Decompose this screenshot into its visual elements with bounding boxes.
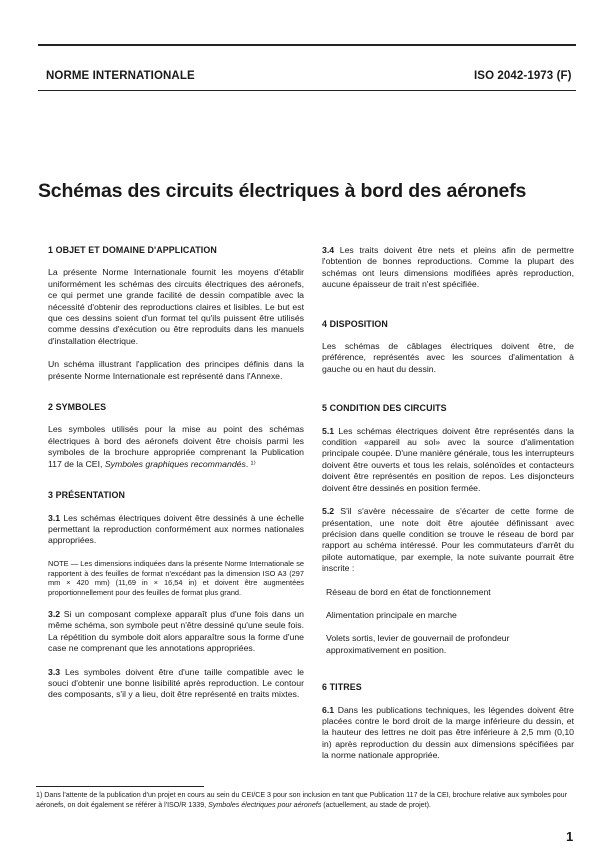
clause-3-1-text: Les schémas électriques doivent être dessinés à une échelle permettant la reproduction conformément aux normes nationales appropriées. — [48, 512, 304, 546]
clause-5-2-example-line-2: Alimentation principale en marche — [326, 609, 457, 620]
page-number: 1 — [566, 829, 574, 844]
clause-3-4-number: 3.4 — [322, 245, 335, 255]
section-1-heading: 1 OBJET ET DOMAINE D'APPLICATION — [48, 245, 217, 255]
left-column — [48, 245, 304, 713]
section-4-heading: 4 DISPOSITION — [322, 318, 388, 329]
clause-6-1-number: 6.1 — [322, 704, 335, 715]
clause-3-1-number: 3.1 — [48, 512, 61, 523]
clause-3-4 — [322, 245, 574, 291]
footnote — [36, 791, 576, 810]
clause-5-1-number: 5.1 — [322, 425, 335, 436]
section-5-heading: 5 CONDITION DES CIRCUITS — [322, 403, 447, 414]
clause-5-1 — [322, 426, 574, 494]
section-1-paragraph-2: Un schéma illustrant l'application des principes définis dans la présente Norme Internationale est représenté dans l'Annexe. — [48, 359, 304, 381]
clause-3-3-text: Les symboles doivent être d'une taille compatible avec le souci d'obtenir une bonne lisibilité après reproduction. Le contour des composants, s'il y a lieu, doit être représenté en traits mixtes. — [48, 666, 304, 700]
clause-3-2-number: 3.2 — [48, 608, 61, 619]
clause-3-3 — [48, 667, 304, 701]
section-2-paragraph — [48, 424, 304, 470]
footnote-text-end: (actuellement, au stade de projet). — [321, 800, 431, 809]
clause-5-2 — [322, 506, 574, 574]
footnote-text: 1) Dans l'attente de la publication d'un projet en cours au sein du CEI/CE 3 pour son inclusion en tant que Publication 117 de la CEI, brochure relative aux symboles pour aéronefs, on doit également se référer à l'ISO/R 1339, — [36, 791, 567, 809]
section-2-heading: 2 SYMBOLES — [48, 402, 107, 413]
clause-3-2-text: Si un composant complexe apparaît plus d'une fois dans un même schéma, son symbole peut n'être dessiné qu'une seule fois. La répétition du symbole doit alors apparaître sous la forme d'une case ne comprenant que les annotations appropriées. — [48, 608, 304, 654]
clause-5-2-example-line-1: Réseau de bord en état de fonctionnement — [326, 586, 491, 597]
section-1-paragraph-1: La présente Norme Internationale fournit les moyens d'établir uniformément les schémas des circuits électriques des aéronefs, ce qui permet une grande facilité de dessin compatible avec la nécessité d'obtenir des reproductions claires et lisibles. Le but est que ces dessins soient d'un format tel qu'ils puissent être utilisés comme dessins d'exécution ou être reproduits dans les manuels d'installation électrique. — [48, 267, 304, 346]
document-title: Schémas des circuits électriques à bord des aéronefs — [38, 180, 527, 202]
clause-3-4-text: Les traits doivent être nets et pleins afin de permettre l'obtention de bonnes reproductions. Comme la plupart des schémas ont leurs dimensions modifiées après reproduction, aucune épaisseur de trait n'est spécifiée. — [322, 245, 574, 290]
footnote-separator — [36, 786, 204, 787]
clause-5-2-number: 5.2 — [322, 506, 335, 517]
clause-3-2 — [48, 609, 304, 655]
standard-number-label: ISO 2042-1973 (F) — [474, 70, 572, 82]
section-2-footnote-ref: . ¹⁾ — [245, 458, 256, 469]
clause-3-1 — [48, 513, 304, 547]
clause-3-3-number: 3.3 — [48, 666, 61, 677]
section-4-paragraph: Les schémas de câblages électriques doivent être, de préférence, représentés avec les sources d'alimentation à gauche ou en haut du dessin. — [322, 341, 574, 374]
standard-type-label: NORME INTERNATIONALE — [46, 70, 195, 82]
clause-5-2-text: S'il s'avère nécessaire de s'écarter de cette forme de présentation, une note doit être ajoutée définissant avec précision dans quelle condition se trouve le réseau de bord par rapport au schéma intéressé. Pour les commutateurs d'arrêt du pilote automatique, par exemple, la note suivante pourrait être inscrite : — [322, 506, 574, 574]
clause-6-1 — [322, 705, 574, 762]
section-2-text: Les symboles utilisés pour la mise au point des schémas électriques à bord des aéronefs doivent être choisis parmi les symboles de la brochure appropriée comprenant la Publication 117 de la CEI, — [48, 424, 304, 469]
header-top-rule — [38, 44, 576, 46]
right-column — [322, 245, 574, 774]
clause-3-1-note: NOTE — Les dimensions indiquées dans la présente Norme Internationale se rapportent à des feuilles de format n'excédant pas la dimension ISO A3 (297 mm × 420 mm) (11,69 in × 16,54 in) et doivent être augmentées proportionnellement pour des feuilles de format plus grand. — [48, 558, 304, 598]
section-6-heading: 6 TITRES — [322, 682, 362, 693]
footnote-referenced-title: Symboles électriques pour aéronefs — [208, 800, 322, 809]
clause-6-1-text: Dans les publications techniques, les légendes doivent être placées contre le bord droit de la marge inférieure du dessin, et la hauteur des lettres ne doit pas être inférieure à 2,5 mm (0,10 in) après reproduction du dessin aux dimensions spécifiées par la norme nationale appropriée. — [322, 704, 574, 761]
section-2-publication-title: Symboles graphiques recommandés — [104, 458, 246, 469]
clause-5-1-text: Les schémas électriques doivent être représentés dans la condition «appareil au sol» avec la source d'alimentation principale coupée. D'une manière générale, tous les interrupteurs doivent être ouverts et tous les relais, solénoïdes et contacteurs doivent être représentés en position de repos. Les disjoncteurs doivent être dessinés en position fermée. — [322, 425, 574, 493]
section-3-heading: 3 PRÉSENTATION — [48, 490, 126, 501]
header-bottom-rule — [38, 90, 576, 91]
clause-5-2-example-line-3: Volets sortis, levier de gouvernail de profondeur approximativement en position. — [326, 633, 510, 655]
